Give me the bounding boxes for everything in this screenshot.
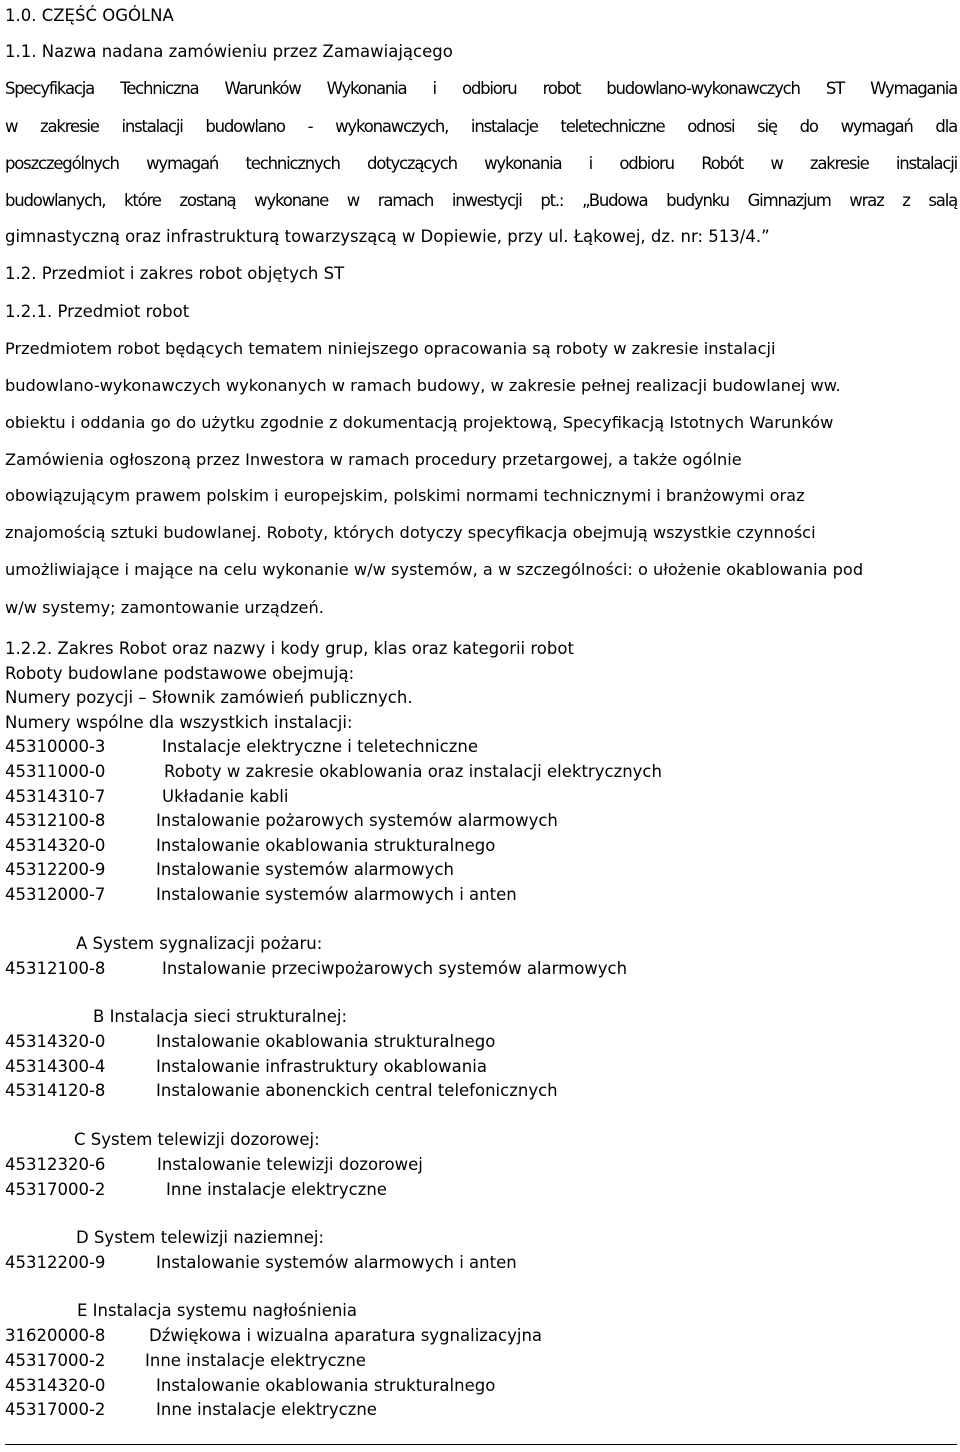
cpv-description: Dźwiękowa i wizualna aparatura sygnalizacyjna	[149, 1326, 543, 1345]
cpv-description: Instalowanie systemów alarmowych	[156, 860, 454, 879]
cpv-description: Instalowanie pożarowych systemów alarmowych	[156, 811, 558, 830]
cpv-code: 45314320-0	[5, 1376, 106, 1395]
cpv-code: 45314120-8	[5, 1081, 106, 1100]
cpv-description: Instalowanie telewizji dozorowej	[157, 1155, 423, 1174]
intro-line: w zakresie instalacji budowlano - wykonawczych, instalacje teletechniczne odnosi się do wymagań dla	[5, 117, 957, 136]
cpv-code: 45317000-2	[5, 1180, 106, 1199]
cpv-code: 31620000-8	[5, 1326, 106, 1345]
cpv-code: 45317000-2	[5, 1351, 106, 1370]
cpv-code: 45314320-0	[5, 1032, 106, 1051]
cpv-description: Instalowanie okablowania strukturalnego	[156, 1376, 496, 1395]
intro-line: poszczególnych wymagań technicznych dotyczących wykonania i odbioru Robót w zakresie instalacji	[5, 154, 957, 173]
group-title: B Instalacja sieci strukturalnej:	[93, 1007, 348, 1026]
group-title: E Instalacja systemu nagłośnienia	[77, 1301, 358, 1320]
subject-line: obiektu i oddania go do użytku zgodnie z dokumentacją projektową, Specyfikacją Istotnych Warunków	[5, 413, 834, 432]
cpv-code: 45314300-4	[5, 1057, 106, 1076]
subject-line: budowlano-wykonawczych wykonanych w ramach budowy, w zakresie pełnej realizacji budowlanej ww.	[5, 376, 841, 395]
cpv-code: 45317000-2	[5, 1400, 106, 1419]
cpv-description: Instalowanie okablowania strukturalnego	[156, 836, 496, 855]
cpv-code: 45312200-9	[5, 860, 106, 879]
scope-line: Numery pozycji – Słownik zamówień publicznych.	[5, 688, 413, 707]
cpv-description: Inne instalacje elektryczne	[166, 1180, 387, 1199]
cpv-description: Instalacje elektryczne i teletechniczne	[162, 737, 479, 756]
scope-line: Numery wspólne dla wszystkich instalacji:	[5, 713, 353, 732]
cpv-code: 45310000-3	[5, 737, 106, 756]
cpv-code: 45312100-8	[5, 811, 106, 830]
cpv-description: Instalowanie systemów alarmowych i anten	[156, 1253, 517, 1272]
cpv-description: Instalowanie infrastruktury okablowania	[156, 1057, 487, 1076]
group-title: A System sygnalizacji pożaru:	[76, 934, 323, 953]
intro-line: gimnastyczną oraz infrastrukturą towarzyszącą w Dopiewie, przy ul. Łąkowej, dz. nr: 513/4.”	[5, 227, 770, 246]
cpv-description: Inne instalacje elektryczne	[145, 1351, 366, 1370]
subject-line: umożliwiające i mające na celu wykonanie w/w systemów, a w szczególności: o ułożenie okablowania pod	[5, 560, 864, 579]
cpv-description: Układanie kabli	[162, 787, 289, 806]
heading-1-1: 1.1. Nazwa nadana zamówieniu przez Zamawiającego	[5, 42, 453, 61]
footer-divider	[5, 1444, 957, 1445]
group-title: C System telewizji dozorowej:	[74, 1130, 320, 1149]
heading-1-2-2: 1.2.2. Zakres Robot oraz nazwy i kody grup, klas oraz kategorii robot	[5, 639, 574, 658]
scope-line: Roboty budowlane podstawowe obejmują:	[5, 664, 355, 683]
intro-line: budowlanych, które zostaną wykonane w ramach inwestycji pt.: „Budowa budynku Gimnazjum wraz z salą	[5, 191, 957, 210]
cpv-code: 45314320-0	[5, 836, 106, 855]
cpv-description: Instalowanie abonenckich central telefonicznych	[156, 1081, 558, 1100]
intro-line: Specyfikacja Techniczna Warunków Wykonania i odbioru robot budowlano-wykonawczych ST Wymagania	[5, 79, 957, 98]
cpv-code: 45314310-7	[5, 787, 106, 806]
heading-1-2-1: 1.2.1. Przedmiot robot	[5, 302, 190, 321]
subject-line: Przedmiotem robot będących tematem niniejszego opracowania są roboty w zakresie instalacji	[5, 339, 776, 358]
cpv-code: 45312100-8	[5, 959, 106, 978]
cpv-description: Roboty w zakresie okablowania oraz instalacji elektrycznych	[164, 762, 662, 781]
heading-1-0: 1.0. CZĘŚĆ OGÓLNA	[5, 6, 174, 25]
subject-line: obowiązującym prawem polskim i europejskim, polskimi normami technicznymi i branżowymi oraz	[5, 486, 805, 505]
cpv-description: Instalowanie okablowania strukturalnego	[156, 1032, 496, 1051]
cpv-code: 45312000-7	[5, 885, 106, 904]
heading-1-2: 1.2. Przedmiot i zakres robot objętych ST	[5, 264, 345, 283]
subject-line: w/w systemy; zamontowanie urządzeń.	[5, 598, 324, 617]
cpv-code: 45311000-0	[5, 762, 106, 781]
cpv-code: 45312320-6	[5, 1155, 106, 1174]
cpv-description: Instalowanie przeciwpożarowych systemów alarmowych	[162, 959, 628, 978]
subject-line: znajomością sztuki budowlanej. Roboty, których dotyczy specyfikacja obejmują wszystkie czynności	[5, 523, 816, 542]
subject-line: Zamówienia ogłoszoną przez Inwestora w ramach procedury przetargowej, a także ogólnie	[5, 450, 742, 469]
cpv-description: Instalowanie systemów alarmowych i anten	[156, 885, 517, 904]
cpv-code: 45312200-9	[5, 1253, 106, 1272]
cpv-description: Inne instalacje elektryczne	[156, 1400, 377, 1419]
group-title: D System telewizji naziemnej:	[76, 1228, 325, 1247]
